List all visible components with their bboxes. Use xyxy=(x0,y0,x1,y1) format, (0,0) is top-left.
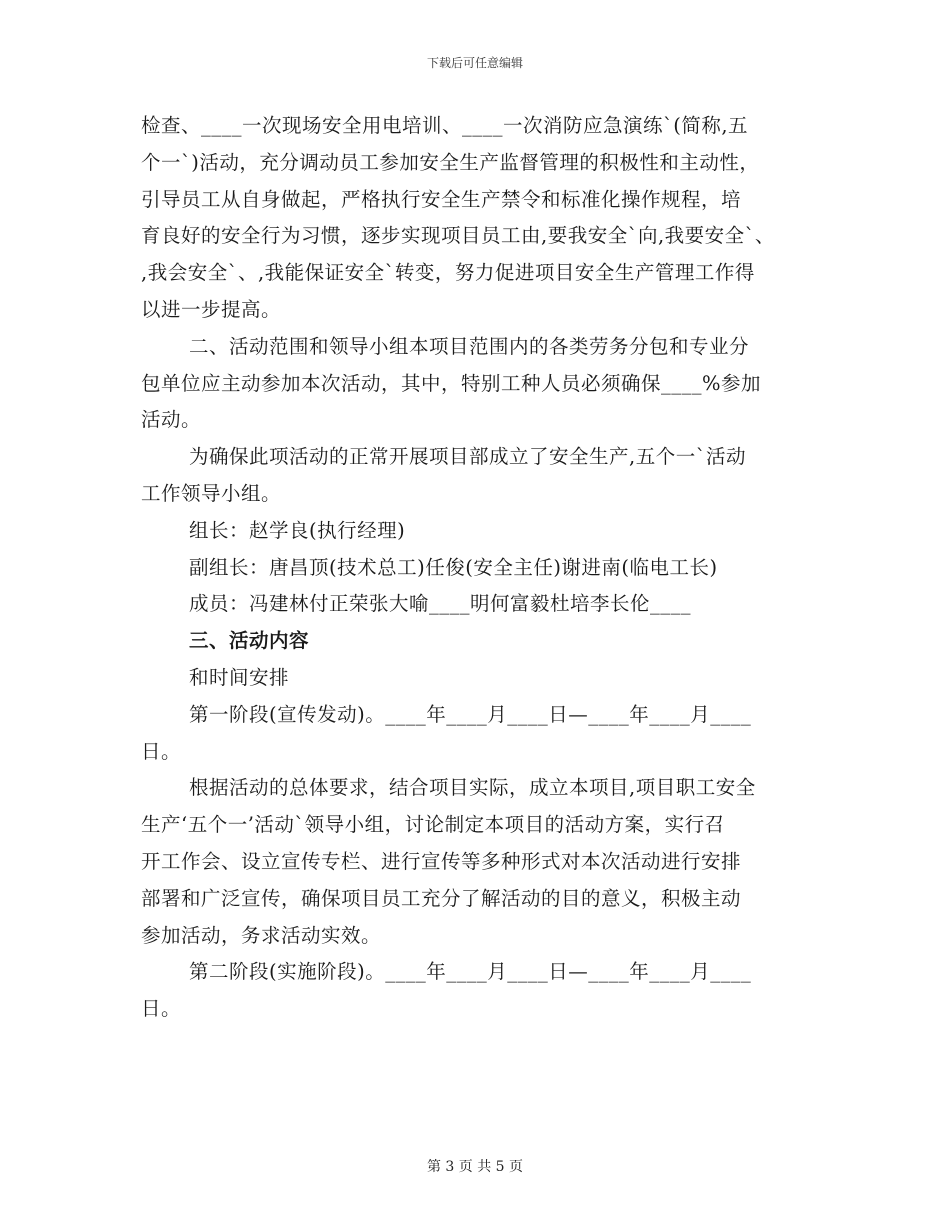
text-line: 育良好的安全行为习惯，逐步实现项目员工由,要我安全`向,我要安全`、 xyxy=(141,224,775,248)
text-line: 工作领导小组。 xyxy=(141,481,282,505)
text-line: 生产‘五个一’活动`领导小组，讨论制定本项目的活动方案，实行召 xyxy=(141,813,725,837)
text-line: 活动。 xyxy=(141,408,202,432)
stage-two-line: 第二阶段(实施阶段)。____年____月____日—____年____月____ xyxy=(189,960,752,984)
page-header: 下载后可任意编辑 xyxy=(426,56,523,70)
text-line: 以进一步提高。 xyxy=(141,297,282,321)
text-line: 包单位应主动参加本次活动，其中，特别工种人员必须确保____%参加 xyxy=(141,371,762,395)
text-line: 和时间安排 xyxy=(189,665,290,689)
text-line: ,我会安全`、,我能保证安全`转变，努力促进项目安全生产管理工作得 xyxy=(141,261,755,285)
page-number: 第 3 页 共 5 页 xyxy=(426,1159,524,1175)
text-line: 为确保此项活动的正常开展项目部成立了安全生产,五个一`活动 xyxy=(189,445,746,469)
section-heading-content: 三、活动内容 xyxy=(189,629,310,653)
text-line: 检查、____一次现场安全用电培训、____一次消防应急演练`(简称,五 xyxy=(141,114,749,137)
members-line: 成员：冯建林付正荣张大喻____明何富毅杜培李长伦____ xyxy=(189,592,692,616)
text-line: 日。 xyxy=(141,739,182,763)
stage-one-line: 第一阶段(宣传发动)。____年____月____日—____年____月____ xyxy=(189,702,752,726)
text-line: 日。 xyxy=(141,997,182,1021)
text-line: 引导员工从自身做起，严格执行安全生产禁令和标准化操作规程，培 xyxy=(141,187,742,211)
text-line: 部署和广泛宣传，确保项目员工充分了解活动的目的意义，积极主动 xyxy=(141,886,742,910)
text-line: 个一`)活动，充分调动员工参加安全生产监督管理的积极性和主动性， xyxy=(141,150,760,174)
text-line: 参加活动，务求活动实效。 xyxy=(141,923,382,947)
document-body xyxy=(141,108,816,1028)
text-line: 开工作会、设立宣传专栏、进行宣传等多种形式对本次活动进行安排 xyxy=(141,849,742,873)
group-leader-line: 组长：赵学良(执行经理) xyxy=(189,518,406,542)
section-heading-scope: 二、活动范围和领导小组本项目范围内的各类劳务分包和专业分 xyxy=(189,334,750,358)
text-line: 根据活动的总体要求，结合项目实际，成立本项目,项目职工安全 xyxy=(189,776,756,800)
deputy-leader-line: 副组长：唐昌顶(技术总工)任俊(安全主任)谢进南(临电工长) xyxy=(189,555,718,579)
